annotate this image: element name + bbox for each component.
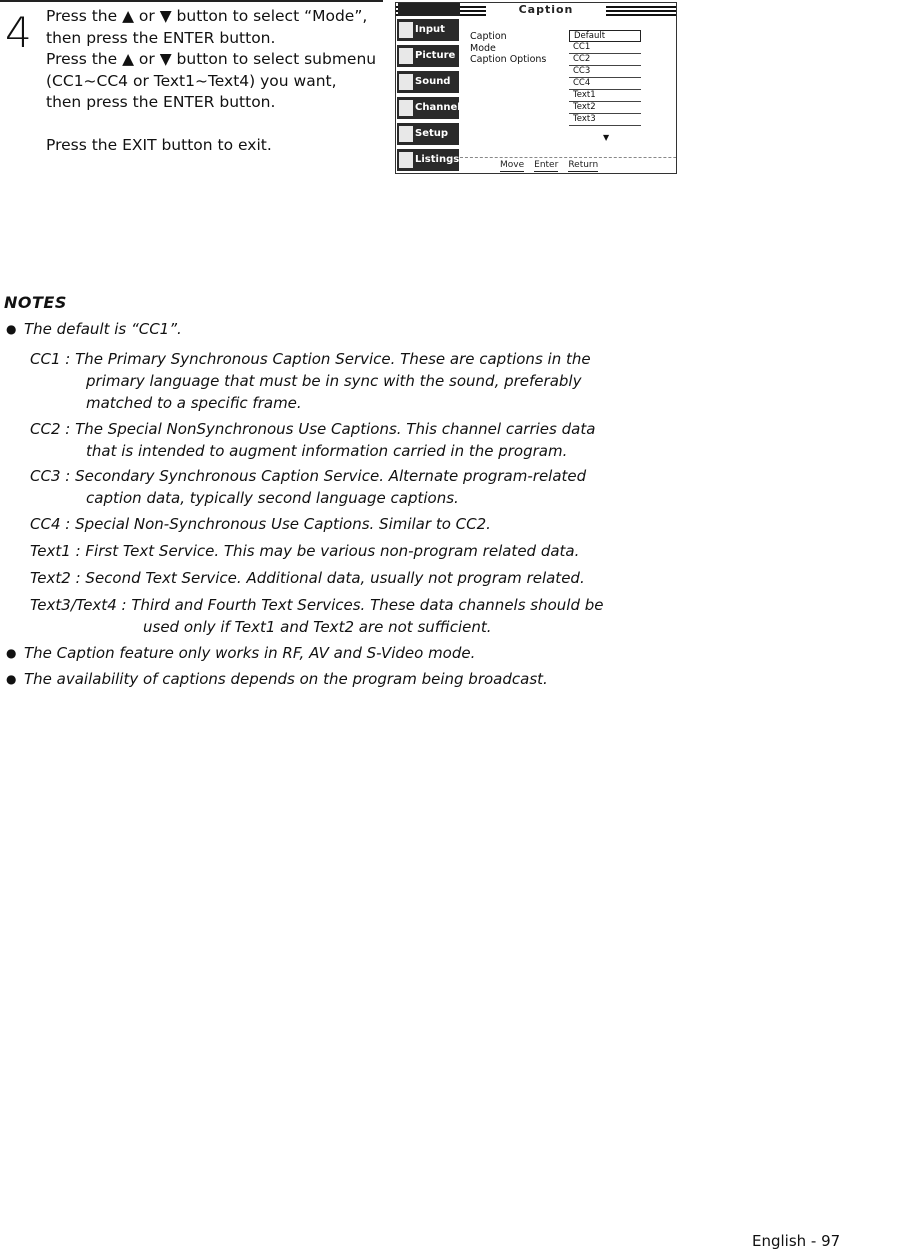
step-line: Press the ▲ or ▼ button to select “Mode”,: [46, 7, 368, 25]
bullet-icon: ●: [6, 646, 17, 660]
note-def-line: CC2 : The Special NonSynchronous Use Captions. This channel carries data: [30, 420, 596, 438]
tv-title: Caption: [486, 3, 606, 17]
tv-label-caption-options: Caption Options: [470, 54, 547, 65]
tv-option: CC4: [569, 78, 641, 90]
tv-side-picture: Picture: [397, 45, 459, 67]
tv-footer-move: Move: [500, 160, 525, 170]
note-bullet-availability: The availability of captions depends on the program being broadcast.: [24, 670, 548, 688]
note-def-line: CC4 : Special Non-Synchronous Use Captions. Similar to CC2.: [30, 515, 491, 533]
tv-side-channel: Channel: [397, 97, 459, 119]
tv-option: CC1: [569, 42, 641, 54]
notes-title: NOTES: [4, 293, 67, 312]
tv-menu-screenshot: [395, 2, 677, 174]
tv-option: CC3: [569, 66, 641, 78]
bullet-icon: ●: [6, 322, 17, 336]
note-def-line: Text3/Text4 : Third and Fourth Text Services. These data channels should be: [30, 596, 604, 614]
input-icon: [399, 22, 413, 38]
picture-icon: [399, 48, 413, 64]
tv-side-listings: Listings: [397, 149, 459, 171]
tv-option: CC2: [569, 54, 641, 66]
note-def-line: Text2 : Second Text Service. Additional data, usually not program related.: [30, 569, 585, 587]
note-def-line: that is intended to augment information carried in the program.: [86, 442, 568, 460]
tv-footer-enter: Enter: [534, 160, 559, 170]
note-def-line: CC3 : Secondary Synchronous Caption Service. Alternate program-related: [30, 467, 587, 485]
tv-footer: [460, 157, 677, 172]
tv-menu-labels: [470, 31, 546, 66]
scroll-down-icon: ▼: [603, 133, 610, 142]
note-def-line: primary language that must be in sync with the sound, preferably: [86, 372, 582, 390]
step-line: then press the ENTER button.: [46, 93, 276, 111]
note-def-line: CC1 : The Primary Synchronous Caption Service. These are captions in the: [30, 350, 591, 368]
step-exit-line: Press the EXIT button to exit.: [46, 135, 272, 154]
step-number: 4: [5, 8, 32, 57]
tv-footer-return: Return: [568, 160, 599, 170]
tv-option: Text3: [569, 114, 641, 126]
tv-label-caption: Caption: [470, 31, 507, 42]
step-line: (CC1~CC4 or Text1~Text4) you want,: [46, 71, 337, 90]
tv-option-list: [569, 30, 641, 126]
tv-title-block: [398, 3, 460, 16]
channel-icon: [399, 100, 413, 116]
tv-side-input: Input: [397, 19, 459, 41]
step-instructions: [46, 6, 391, 156]
tv-title-bar: [396, 3, 676, 17]
note-def-line: Text1 : First Text Service. This may be various non-program related data.: [30, 542, 580, 560]
note-def-line: used only if Text1 and Text2 are not sufficient.: [143, 618, 492, 636]
tv-sidebar: [397, 19, 459, 174]
listings-icon: [399, 152, 413, 168]
note-def-line: caption data, typically second language captions.: [86, 489, 459, 507]
page-footer: English - 97: [752, 1232, 841, 1250]
tv-side-sound: Sound: [397, 71, 459, 93]
tv-option-selected: Default: [569, 30, 641, 42]
note-bullet-caption-feature: The Caption feature only works in RF, AV and S-Video mode.: [24, 644, 476, 662]
tv-option: Text1: [569, 90, 641, 102]
step-line: then press the ENTER button.: [46, 28, 276, 47]
top-rule: [0, 0, 383, 2]
step-line: Press the ▲ or ▼ button to select submenu: [46, 50, 377, 68]
note-def-line: matched to a specific frame.: [86, 394, 302, 412]
bullet-icon: ●: [6, 672, 17, 686]
note-default: The default is “CC1”.: [24, 320, 182, 338]
tv-side-setup: Setup: [397, 123, 459, 145]
sound-icon: [399, 74, 413, 90]
setup-icon: [399, 126, 413, 142]
tv-option: Text2: [569, 102, 641, 114]
tv-label-mode: Mode: [470, 42, 496, 54]
